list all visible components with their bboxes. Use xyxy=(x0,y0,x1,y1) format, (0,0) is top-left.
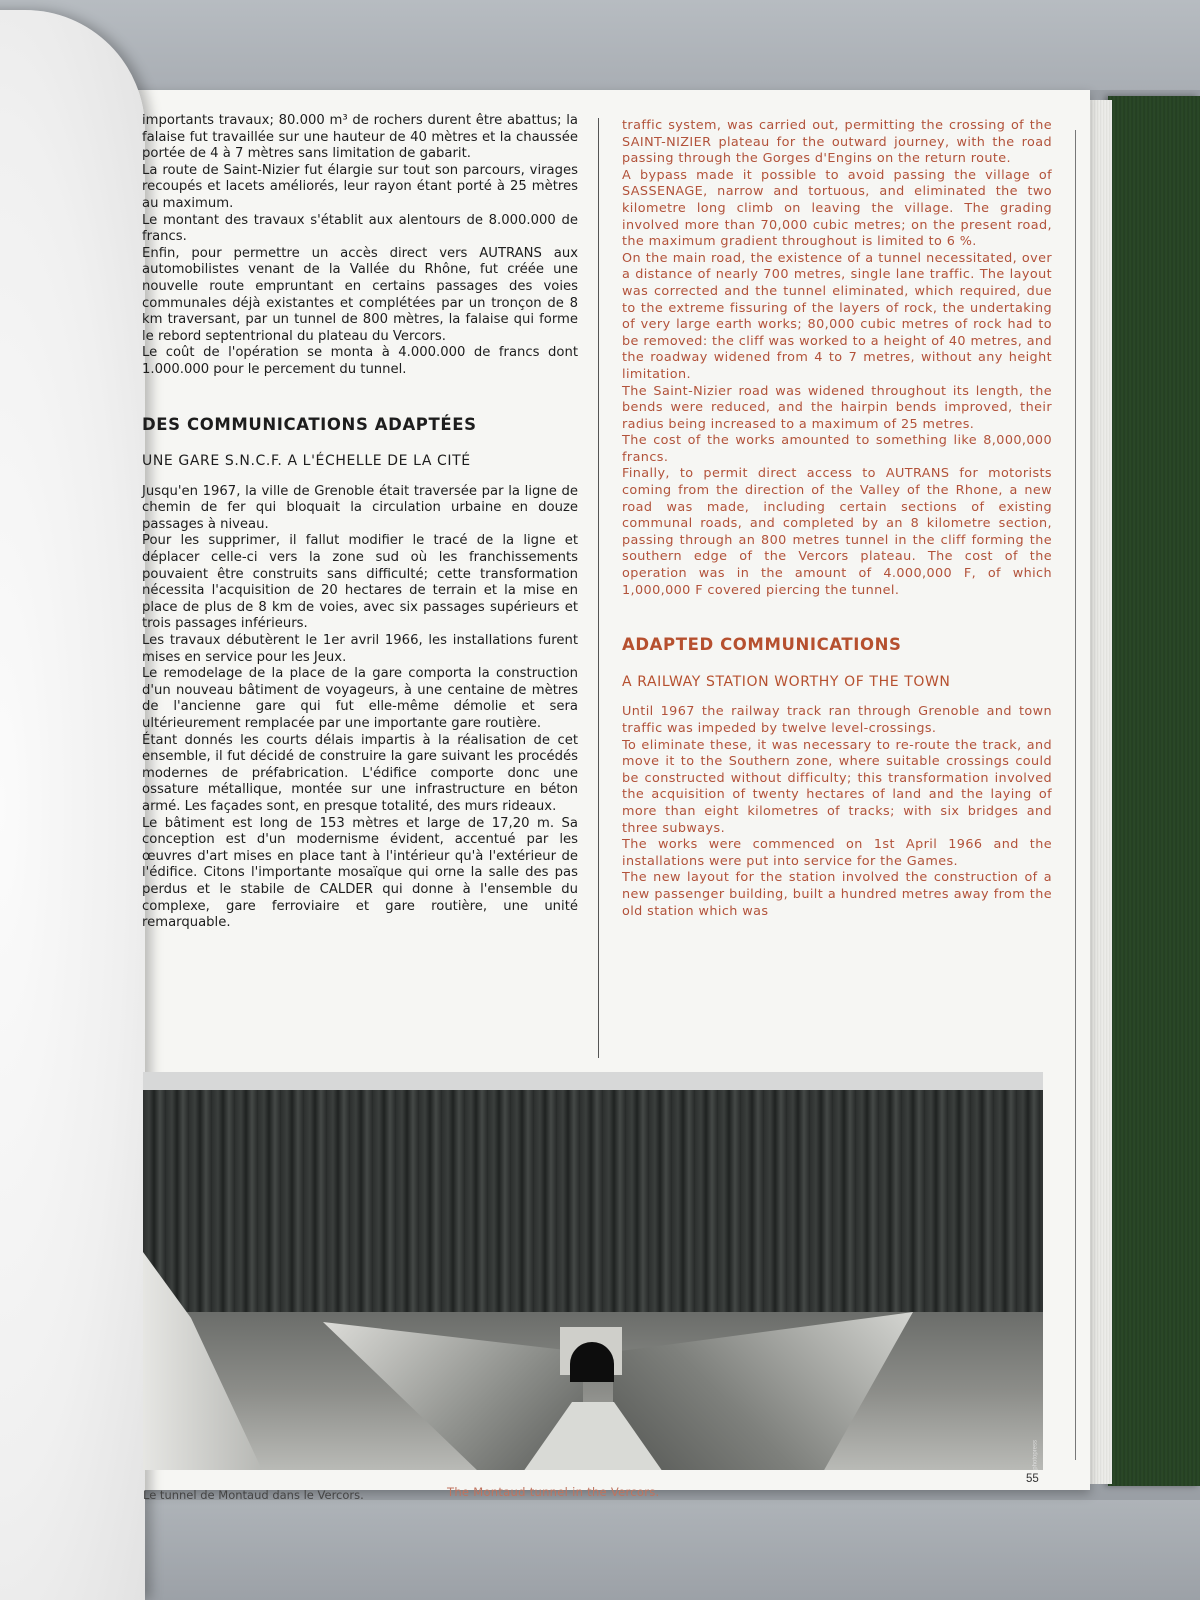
caption-english: The Montaud tunnel in the Vercors. xyxy=(447,1485,660,1499)
en-paragraph: traffic system, was carried out, permitting the crossing of the SAINT-NIZIER plateau for the outward journey, with the road passing through the Gorges d'Engins on the return route. xyxy=(622,118,1052,167)
fr-paragraph: Enfin, pour permettre un accès direct vers AUTRANS aux automobilistes venant de la Vallée du Rhône, fut créée une nouvelle route empruntant en certains passages des voies communales déjà existantes et complétées par un tronçon de 8 km traversant, par un tunnel de 800 mètres, la falaise qui forme le rebord septentrional du plateau du Vercors. xyxy=(142,245,578,344)
left-page-curl xyxy=(0,10,145,1600)
fr-section-heading: DES COMMUNICATIONS ADAPTÉES xyxy=(142,414,477,434)
background-bottom xyxy=(0,1500,1200,1600)
page-number: 55 xyxy=(1026,1473,1039,1485)
fr-paragraph: Le remodelage de la place de la gare comporta la construction d'un nouveau bâtiment de voyageurs, à une centaine de mètres de l'ancienne gare qui fut elle-même démolie et sera ultérieurement remplacée par une importante gare routière. xyxy=(142,666,578,731)
fr-paragraph: Pour les supprimer, il fallut modifier le tracé de la ligne et déplacer celle-ci vers la zone sud où les franchissements pouvaient être construits sans difficulté; cette transformation nécessita l'acquisition de 20 hectares de terrain et la mise en place de plus de 8 km de voies, avec six passages supérieurs et trois passages inférieurs. xyxy=(142,533,578,632)
fr-paragraph: Le bâtiment est long de 153 mètres et large de 17,20 m. Sa conception est d'un modernisme évident, accentué par les œuvres d'art mises en place tant à l'intérieur qu'à l'extérieur de l'édifice. Citons l'importante mosaïque qui orne la salle des pas perdus et le stabile de CALDER qui donne à l'ensemble du complexe, gare ferroviaire et gare routière, une unité remarquable. xyxy=(142,815,578,931)
en-section-heading: ADAPTED COMMUNICATIONS xyxy=(622,635,902,655)
en-paragraph: Finally, to permit direct access to AUTRANS for motorists coming from the direction of the Valley of the Rhone, a new road was made, including certain sections of existing communal roads, and completed by an 8 kilometre section, passing through an 800 metres tunnel in the cliff forming the southern edge of the Vercors plateau. The cost of the operation was in the amount of 4.000,000 F, of which 1,000,000 F covered piercing the tunnel. xyxy=(622,466,1052,598)
en-paragraph: On the main road, the existence of a tunnel necessitated, over a distance of nearly 700 metres, single lane traffic. The layout was corrected and the tunnel eliminated, which required, due to the extreme fissuring of the layers of rock, the undertaking of very large earth works; 80,000 cubic metres of rock had to be removed: the cliff was worked to a height of 40 metres, and the roadway widened from 4 to 7 metres, without any height limitation. xyxy=(622,250,1052,382)
fr-paragraph: Jusqu'en 1967, la ville de Grenoble était traversée par la ligne de chemin de fer qui bloquait la circulation urbaine en douze passages à niveau. xyxy=(142,483,578,532)
tunnel-photo xyxy=(143,1072,1043,1470)
photo-tunnel-opening xyxy=(570,1342,614,1382)
photo-credit: photopress xyxy=(1033,1440,1039,1470)
en-paragraph: The works were commenced on 1st April 1966 and the installations were put into service for the Games. xyxy=(622,837,1052,869)
english-column xyxy=(622,118,1052,920)
fr-paragraph: Le montant des travaux s'établit aux alentours de 8.000.000 de francs. xyxy=(142,212,578,245)
en-paragraph: The cost of the works amounted to something like 8,000,000 francs. xyxy=(622,433,1052,465)
en-paragraph: To eliminate these, it was necessary to re-route the track, and move it to the Southern zone, where suitable crossings could be constructed without difficulty; this transformation involved the acquisition of twenty hectares of land and the laying of more than eight kilometres of tracks; with six bridges and three subways. xyxy=(622,737,1052,836)
fr-paragraph: Les travaux débutèrent le 1er avril 1966, les installations furent mises en service pour les Jeux. xyxy=(142,633,578,665)
caption-french: Le tunnel de Montaud dans le Vercors. xyxy=(143,1488,364,1502)
fr-paragraph: Étant donnés les courts délais impartis à la réalisation de cet ensemble, il fut décidé de construire la gare suivant les procédés modernes de préfabrication. L'édifice comporte donc une ossature métallique, montée sur une infrastructure en béton armé. Les façades sont, en presque totalité, des murs rideaux. xyxy=(142,732,578,814)
column-divider xyxy=(598,118,599,1058)
fr-paragraph: importants travaux; 80.000 m³ de rochers durent être abattus; la falaise fut travaillée sur une hauteur de 40 mètres et la chaussée portée de 4 à 7 mètres sans limitation de gabarit. xyxy=(142,113,578,162)
en-paragraph: A bypass made it possible to avoid passing the village of SASSENAGE, narrow and tortuous, and eliminated the two kilometre long climb on leaving the village. The grading involved more than 70,000 cubic metres; on the present road, the maximum gradient throughout is limited to 6 %. xyxy=(622,167,1052,250)
en-paragraph: The Saint-Nizier road was widened throughout its length, the bends were reduced, and the hairpin bends improved, their radius being increased to a maximum of 25 metres. xyxy=(622,383,1052,432)
en-paragraph: The new layout for the station involved the construction of a new passenger building, built a hundred metres away from the old station which was xyxy=(622,870,1052,919)
fr-paragraph: La route de Saint-Nizier fut élargie sur tout son parcours, virages recoupés et lacets améliorés, leur rayon étant porté à 25 mètres au maximum. xyxy=(142,162,578,211)
background-top xyxy=(0,0,1200,90)
book-cover-green xyxy=(1108,96,1200,1486)
fr-paragraph: Le coût de l'opération se monta à 4.000.000 de francs dont 1.000.000 pour le percement du tunnel. xyxy=(142,345,578,377)
page-right-rule xyxy=(1075,130,1076,1460)
en-subheading: A RAILWAY STATION WORTHY OF THE TOWN xyxy=(622,673,951,690)
fr-subheading: UNE GARE S.N.C.F. A L'ÉCHELLE DE LA CITÉ xyxy=(142,453,471,470)
en-paragraph: Until 1967 the railway track ran through Grenoble and town traffic was impeded by twelve level-crossings. xyxy=(622,704,1052,736)
french-column xyxy=(142,113,578,932)
photo-forest xyxy=(143,1090,1043,1320)
